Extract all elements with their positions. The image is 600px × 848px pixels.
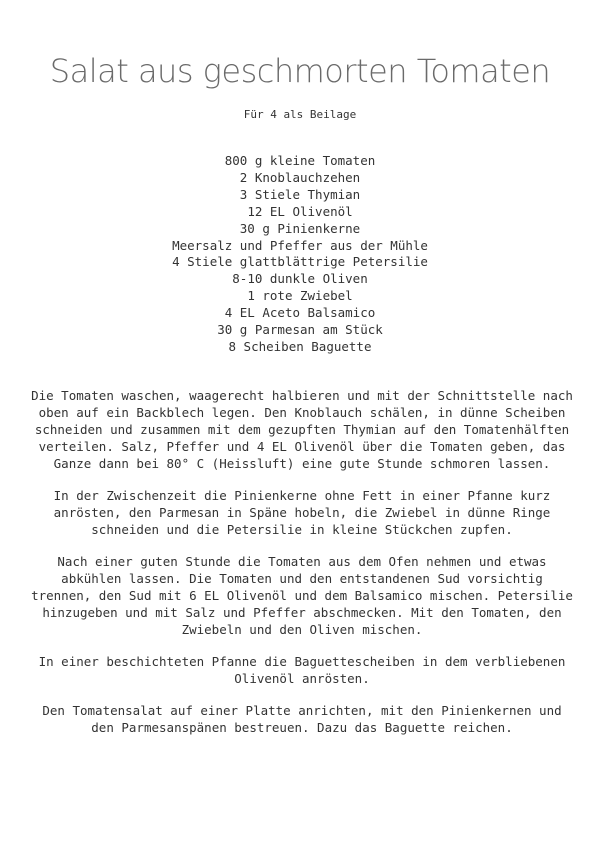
step-paragraph: In einer beschichteten Pfanne die Baguettescheiben in dem verbliebenen Olivenöl anrösten. — [38, 654, 566, 686]
ingredient-list — [0, 153, 600, 356]
ingredient-item: 12 EL Olivenöl — [247, 203, 353, 219]
step-paragraph: Nach einer guten Stunde die Tomaten aus dem Ofen nehmen und etwas abkühlen lassen. Die Tomaten und den entstandenen Sud vorsichtig trennen, den Sud mit 6 EL Olivenöl und dem Balsamico mischen. Petersilie hinzugeben und mit Salz und Pfeffer abschmecken. Mit den Tomaten, den Zwiebeln und den Oliven mischen. — [31, 554, 573, 637]
ingredient-item: 8 Scheiben Baguette — [228, 338, 372, 354]
step-paragraph: Die Tomaten waschen, waagerecht halbieren und mit der Schnittstelle nach oben auf ein Backblech legen. Den Knoblauch schälen, in dünne Scheiben schneiden und zusammen mit dem gezupften Thymian auf den Tomatenhälften verteilen. Salz, Pfeffer und 4 EL Olivenöl über die Tomaten geben, das Ganze dann bei 80° C (Heissluft) eine gute Stunde schmoren lassen. — [31, 388, 573, 471]
serving-info: Für 4 als Beilage — [243, 108, 357, 121]
step-paragraph: Den Tomatensalat auf einer Platte anrichten, mit den Pinienkernen und den Parmesanspänen bestreuen. Dazu das Baguette reichen. — [42, 703, 562, 735]
ingredient-item: 3 Stiele Thymian — [239, 186, 361, 202]
ingredient-item: 2 Knoblauchzehen — [239, 169, 361, 185]
ingredient-item: 4 EL Aceto Balsamico — [224, 305, 376, 321]
ingredient-item: 8-10 dunkle Oliven — [232, 271, 368, 287]
ingredient-item: 30 g Pinienkerne — [239, 220, 361, 236]
preparation-steps — [28, 387, 576, 751]
ingredient-item: 4 Stiele glattblättrige Petersilie — [172, 254, 428, 270]
ingredient-item: 1 rote Zwiebel — [247, 288, 353, 304]
step-paragraph: In der Zwischenzeit die Pinienkerne ohne Fett in einer Pfanne kurz anrösten, den Parmesan in Späne hobeln, die Zwiebel in dünne Ringe schneiden und die Petersilie in kleine Stückchen zupfen. — [53, 488, 551, 537]
ingredient-item: 30 g Parmesan am Stück — [217, 322, 383, 338]
ingredient-item: 800 g kleine Tomaten — [224, 153, 376, 168]
recipe-title: Salat aus geschmorten Tomaten — [49, 52, 551, 91]
ingredient-item: Meersalz und Pfeffer aus der Mühle — [172, 237, 428, 253]
